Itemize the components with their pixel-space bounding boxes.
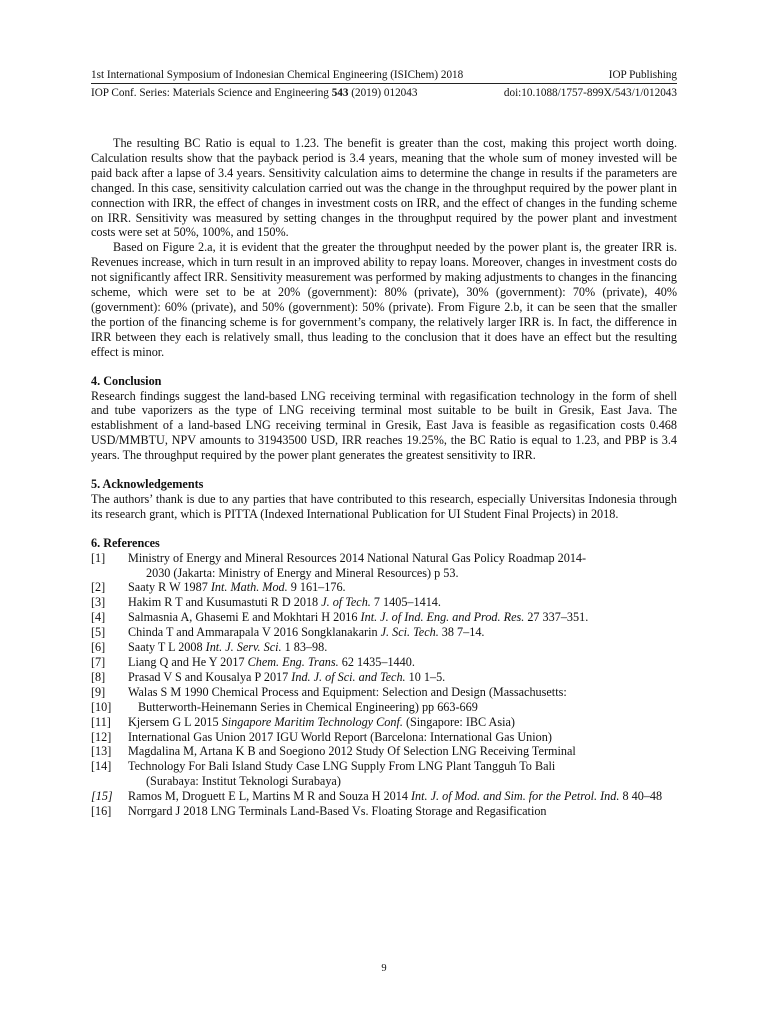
paper-body <box>91 136 677 819</box>
reference-number: [2] <box>91 580 106 595</box>
conclusion-text: Research findings suggest the land-based LNG receiving terminal with regasification technology in the form of shell and tube vaporizers as the type of LNG receiving terminal most suitable to be built in Gresik, East Java. The establishment of a land-based LNG receiving terminal in Gresik, East Java is feasible as regasification costs 0.468 USD/MMBTU, NPV amounts to 31943500 USD, IRR reaches 19.25%, the BC Ratio is equal to 1.23, and PBP is 3.4 years. The throughput required by the power plant generates the greatest sensitivity to IRR. <box>91 388 677 463</box>
series-suffix: (2019) 012043 <box>351 87 418 99</box>
reference-text: Liang Q and He Y 2017 Chem. Eng. Trans. 62 1435–1440. <box>128 655 415 669</box>
reference-item <box>91 715 677 730</box>
reference-item <box>91 700 677 715</box>
reference-item <box>91 551 677 581</box>
reference-number: [10] <box>91 699 112 714</box>
reference-text: Magdalina M, Artana K B and Soegiono 2012 Study Of Selection LNG Receiving Terminal <box>128 744 576 759</box>
reference-number: [1] <box>91 550 106 565</box>
reference-number: [14] <box>91 759 112 774</box>
reference-item <box>91 744 677 759</box>
reference-item <box>91 595 677 610</box>
reference-number: [5] <box>91 625 106 640</box>
acknowledgements-text: The authors’ thank is due to any parties that have contributed to this research, especially Universitas Indonesia through its research grant, which is PITTA (Indexed International Publication for UI Student Final Projects) in 2018. <box>91 491 677 521</box>
body-paragraph: The resulting BC Ratio is equal to 1.23. The benefit is greater than the cost, making this project worth doing. Calculation results show that the payback period is 3.4 years, meaning that the whole sum of money invested will be paid back after a lapse of 3.4 years. Sensitivity calculation aims to determine the change in results if the parameters are changed. In this case, sensitivity calculation carried out was the change in the throughput required by the power plant in connection with IRR, the effect of changes in investment costs on IRR, and the effect of changes in the funding scheme on IRR. Sensitivity was measured by setting changes in the throughput required by the power plant and investment costs were set at 50%, 100%, and 150%. <box>91 136 677 240</box>
running-header-top <box>91 68 677 82</box>
reference-text: Ramos M, Droguett E L, Martins M R and Souza H 2014 Int. J. of Mod. and Sim. for the Petrol. Ind. 8 40–48 <box>128 789 663 804</box>
reference-item <box>91 580 677 595</box>
reference-number: [3] <box>91 595 106 610</box>
reference-item <box>91 610 677 625</box>
reference-item <box>91 789 677 804</box>
reference-item <box>91 730 677 745</box>
reference-text: International Gas Union 2017 IGU World Report (Barcelona: International Gas Union) <box>128 729 552 744</box>
reference-text: Ministry of Energy and Mineral Resources 2014 National Natural Gas Policy Roadmap 2014- 2030 (Jakarta: Ministry of Energy and Mineral Resources) p 53. <box>128 550 587 580</box>
reference-number: [16] <box>91 804 112 819</box>
reference-text: Saaty T L 2008 Int. J. Serv. Sci. 1 83–98. <box>128 640 328 655</box>
reference-text: Hakim R T and Kusumastuti R D 2018 J. of Tech. 7 1405–1414. <box>128 595 441 610</box>
reference-item <box>91 655 677 670</box>
reference-text: Chinda T and Ammarapala V 2016 Songklanakarin J. Sci. Tech. 38 7–14. <box>128 625 485 640</box>
reference-text: Butterworth-Heinemann Series in Chemical Engineering) pp 663-669 <box>138 699 478 714</box>
section-heading-acknowledgements: 5. Acknowledgements <box>91 477 204 492</box>
reference-list <box>91 551 677 819</box>
reference-text: Kjersem G L 2015 Singapore Maritim Technology Conf. (Singapore: IBC Asia) <box>128 714 515 729</box>
reference-item <box>91 625 677 640</box>
reference-item <box>91 685 677 700</box>
reference-number: [6] <box>91 640 106 655</box>
running-header-bottom <box>91 86 677 100</box>
header-rule <box>91 83 677 84</box>
reference-number: [13] <box>91 744 112 759</box>
reference-number: [15] <box>91 789 113 804</box>
body-paragraph: Based on Figure 2.a, it is evident that the greater the throughput needed by the power plant is, the greater IRR is. Revenues increase, which in turn result in an improved ability to repay loans. Moreover, changes in investment costs do not significantly affect IRR. Sensitivity measurement was performed by making adjustments to changes in the financing scheme, which were set to be at 20% (government): 80% (private), 30% (government): 70% (private), 40% (government): 60% (private), and 50% (government): 50% (private). From Figure 2.b, it can be seen that the smaller the portion of the financing scheme is for government’s company, the relatively larger IRR is. In fact, the difference in IRR between they each is relatively small, thus leading to the conclusion that it does have an effect but the resulting effect is minor. <box>91 240 677 359</box>
series-prefix: IOP Conf. Series: Materials Science and Engineering <box>91 87 329 99</box>
publisher-name: IOP Publishing <box>608 69 677 81</box>
reference-item <box>91 640 677 655</box>
series-info <box>91 86 417 100</box>
reference-number: [9] <box>91 684 106 699</box>
reference-text: Saaty R W 1987 Int. Math. Mod. 9 161–176. <box>128 580 346 595</box>
section-heading-references: 6. References <box>91 535 160 550</box>
reference-item <box>91 759 677 789</box>
reference-item <box>91 804 677 819</box>
volume-number: 543 <box>331 87 349 99</box>
conference-name: 1st International Symposium of Indonesian Chemical Engineering (ISIChem) 2018 <box>91 69 464 81</box>
reference-number: [7] <box>91 655 106 669</box>
reference-number: [4] <box>91 610 106 625</box>
section-heading-conclusion: 4. Conclusion <box>91 373 162 388</box>
reference-number: [12] <box>91 729 112 744</box>
reference-number: [8] <box>91 669 106 684</box>
reference-text: Technology For Bali Island Study Case LNG Supply From LNG Plant Tangguh To Bali (Surabaya: Institut Teknologi Surabaya) <box>128 759 556 789</box>
reference-number: [11] <box>91 714 111 729</box>
doi: doi:10.1088/1757-899X/543/1/012043 <box>503 87 677 99</box>
page-number: 9 <box>381 963 387 974</box>
reference-text: Prasad V S and Kousalya P 2017 Ind. J. of Sci. and Tech. 10 1–5. <box>128 669 446 684</box>
reference-text: Salmasnia A, Ghasemi E and Mokhtari H 2016 Int. J. of Ind. Eng. and Prod. Res. 27 337–351. <box>128 610 589 625</box>
reference-text: Norrgard J 2018 LNG Terminals Land-Based Vs. Floating Storage and Regasification <box>128 804 547 819</box>
reference-item <box>91 670 677 685</box>
reference-text: Walas S M 1990 Chemical Process and Equipment: Selection and Design (Massachusetts: <box>128 684 567 699</box>
